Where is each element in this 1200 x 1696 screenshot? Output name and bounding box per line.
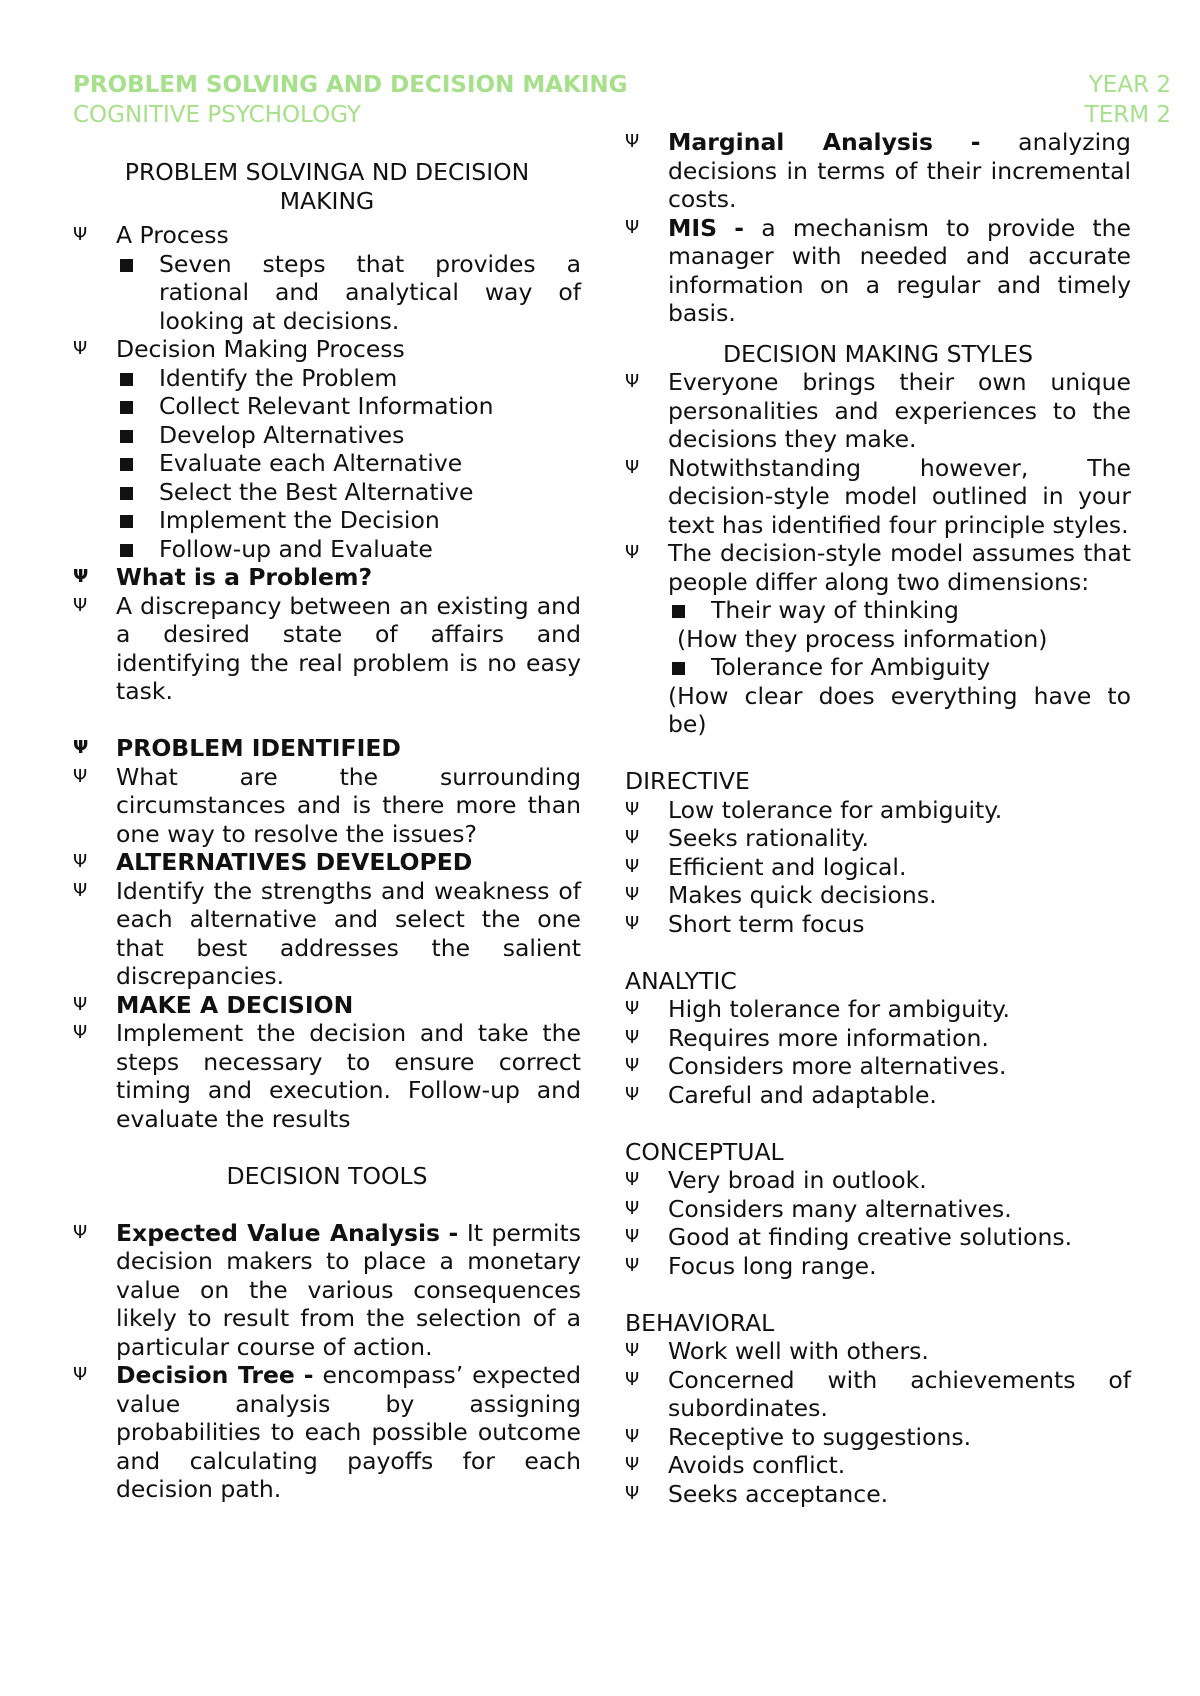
psi-bullet-icon: Ψ (625, 456, 640, 478)
dash: - (448, 1218, 459, 1247)
psi-bullet-icon: Ψ (625, 542, 640, 563)
item-heading: PROBLEM IDENTIFIED (116, 734, 401, 762)
psi-bullet-icon: Ψ (625, 1169, 640, 1190)
psi-bullet-icon: Ψ (625, 1083, 640, 1105)
definition: encompass’ expected value analysis by assigning probabilities to each possible outcome and calculating payoffs for each decision path. (116, 1361, 581, 1503)
style-heading-behavioral: BEHAVIORAL (625, 1308, 775, 1337)
step-text: Implement the Decision (159, 506, 440, 534)
step-text: Develop Alternatives (159, 420, 405, 449)
section-heading: DECISION TOOLS (226, 1161, 428, 1190)
list-item (73, 592, 581, 706)
psi-bullet-icon: Ψ (73, 338, 88, 359)
item-text: Good at finding creative solutions. (668, 1223, 1073, 1251)
item-text: Identify the strengths and weakness of each alternative and select the one that best addresses the salient discrepancies. (116, 876, 581, 990)
psi-bullet-icon: Ψ (625, 1368, 640, 1390)
psi-bullet-icon: Ψ (625, 1254, 640, 1276)
item-text (668, 128, 1131, 214)
left-column (73, 158, 581, 1504)
item-text: Work well with others. (668, 1337, 929, 1365)
dash: - (734, 213, 745, 242)
list-item (625, 539, 1131, 596)
term-label: TERM 2 (1084, 102, 1171, 128)
list-item (73, 1361, 581, 1504)
document-title: PROBLEM SOLVING AND DECISION MAKING (73, 72, 628, 98)
psi-bullet-icon: Ψ (625, 884, 640, 905)
list-item (625, 853, 1131, 882)
step-text: Collect Relevant Information (159, 392, 494, 420)
sub-list-item (73, 478, 581, 507)
term: Expected Value Analysis (116, 1218, 441, 1247)
item-text: Careful and adaptable. (668, 1080, 937, 1109)
list-item (73, 991, 581, 1020)
list-item (625, 995, 1131, 1024)
item-text: Everyone brings their own unique personalities and experiences to the decisions they make. (668, 368, 1131, 453)
style-heading-analytic: ANALYTIC (625, 966, 737, 995)
heading-line: MAKING (279, 186, 375, 215)
psi-bullet-icon: Ψ (625, 1454, 640, 1475)
item-text: Their way of thinking (711, 596, 959, 624)
sub-list-item (73, 506, 581, 535)
item-text: Seeks rationality. (668, 824, 869, 852)
square-bullet-icon (116, 449, 159, 478)
item-text: Requires more information. (668, 1023, 989, 1052)
item-text: Concerned with achievements of subordinates. (668, 1365, 1131, 1422)
item-text: Considers many alternatives. (668, 1194, 1012, 1223)
step-text: Follow-up and Evaluate (159, 534, 433, 563)
list-item (73, 1219, 581, 1362)
square-bullet-icon (668, 596, 711, 625)
psi-bullet-icon: Ψ (73, 1364, 88, 1385)
term: MIS (668, 213, 718, 242)
heading-line: PROBLEM SOLVINGA ND DECISION (124, 158, 530, 186)
list-item (73, 335, 581, 364)
sub-list-item (73, 250, 581, 336)
sub-list-item (73, 364, 581, 393)
dimension-note: (How they process information) (677, 624, 1048, 653)
psi-bullet-icon: Ψ (73, 765, 88, 787)
definition: a mechanism to provide the manager with needed and accurate information on a regular and timely basis. (668, 213, 1131, 327)
item-text: Low tolerance for ambiguity. (668, 795, 1003, 824)
square-bullet-icon (116, 364, 159, 393)
square-bullet-icon (668, 653, 711, 682)
psi-bullet-icon: Ψ (625, 216, 640, 238)
psi-bullet-icon: Ψ (73, 594, 88, 616)
psi-bullet-icon: Ψ (625, 912, 640, 934)
square-bullet-icon (116, 421, 159, 450)
psi-bullet-icon: Ψ (625, 371, 640, 392)
list-item (73, 877, 581, 991)
step-text: Identify the Problem (159, 363, 398, 392)
item-text: Very broad in outlook. (668, 1166, 927, 1194)
list-item (625, 1223, 1131, 1252)
item-heading: ALTERNATIVES DEVELOPED (116, 848, 473, 876)
term: Marginal Analysis (668, 128, 933, 156)
psi-bullet-icon: Ψ (625, 998, 640, 1019)
year-label: YEAR 2 (1088, 72, 1171, 98)
term: Decision Tree (116, 1361, 295, 1389)
item-heading: What is a Problem? (116, 563, 373, 591)
style-heading-conceptual: CONCEPTUAL (625, 1137, 784, 1166)
item-text: Efficient and logical. (668, 852, 907, 881)
right-column (625, 128, 1131, 1508)
list-item (73, 734, 581, 763)
page-subheader (73, 100, 1171, 130)
section-heading: DECISION MAKING STYLES (722, 339, 1034, 368)
step-text: Evaluate each Alternative (159, 449, 463, 477)
list-item (625, 796, 1131, 825)
list-item (625, 1451, 1131, 1480)
list-item (625, 368, 1131, 454)
item-text: High tolerance for ambiguity. (668, 995, 1010, 1023)
list-item (73, 1019, 581, 1133)
list-item (625, 1252, 1131, 1281)
item-text (668, 214, 1131, 328)
item-text (116, 1219, 581, 1362)
item-text: Implement the decision and take the steps necessary to ensure correct timing and execution. Follow-up and evaluate the results (116, 1019, 581, 1133)
sub-list-item (625, 653, 1131, 682)
style-heading-directive: DIRECTIVE (625, 767, 750, 795)
list-item (625, 128, 1131, 214)
page-header (73, 70, 1171, 100)
list-item (625, 1166, 1131, 1195)
sub-list-item (73, 535, 581, 564)
list-item (73, 763, 581, 849)
psi-bullet-icon: Ψ (73, 224, 88, 245)
list-item (625, 824, 1131, 853)
list-item (625, 910, 1131, 939)
psi-bullet-icon: Ψ (73, 1221, 88, 1243)
list-item (73, 221, 581, 250)
list-item (625, 214, 1131, 328)
psi-bullet-icon: Ψ (73, 566, 89, 587)
item-text: Focus long range. (668, 1251, 877, 1280)
list-item (625, 454, 1131, 540)
list-item (625, 1366, 1131, 1423)
item-heading: MAKE A DECISION (116, 990, 354, 1019)
sub-list-item (73, 449, 581, 478)
psi-bullet-icon: Ψ (625, 1197, 640, 1219)
item-text: Makes quick decisions. (668, 881, 937, 909)
list-item (625, 1423, 1131, 1452)
dimension-note: (How clear does everything have to be) (668, 681, 1131, 738)
item-text: Tolerance for Ambiguity (711, 653, 991, 681)
item-text: Notwithstanding however, The decision-style model outlined in your text has identified four principle styles. (668, 453, 1131, 539)
list-item (625, 1024, 1131, 1053)
psi-bullet-icon: Ψ (73, 851, 88, 872)
list-item (73, 848, 581, 877)
list-item (625, 1195, 1131, 1224)
item-text: A Process (116, 221, 229, 249)
step-text: Select the Best Alternative (159, 477, 474, 506)
list-item (625, 1081, 1131, 1110)
psi-bullet-icon: Ψ (625, 131, 640, 152)
item-text: Short term focus (668, 909, 865, 938)
list-item (625, 1052, 1131, 1081)
psi-bullet-icon: Ψ (625, 1226, 640, 1247)
list-item (625, 1337, 1131, 1366)
item-text: Receptive to suggestions. (668, 1422, 972, 1451)
psi-bullet-icon: Ψ (625, 1026, 640, 1048)
list-item (625, 881, 1131, 910)
dash: - (303, 1361, 314, 1389)
psi-bullet-icon: Ψ (625, 855, 640, 877)
item-text: A discrepancy between an existing and a desired state of affairs and identifying the real problem is no easy task. (116, 591, 581, 705)
sub-list-item (625, 596, 1131, 625)
definition: analyzing decisions in terms of their incremental costs. (668, 128, 1131, 213)
item-text (116, 1361, 581, 1504)
psi-bullet-icon: Ψ (625, 1340, 640, 1361)
square-bullet-icon (116, 506, 159, 535)
psi-bullet-icon: Ψ (73, 993, 88, 1015)
dash: - (970, 128, 981, 156)
psi-bullet-icon: Ψ (625, 1482, 640, 1504)
psi-bullet-icon: Ψ (625, 827, 640, 848)
document-subtitle: COGNITIVE PSYCHOLOGY (73, 102, 361, 128)
item-text: Decision Making Process (116, 335, 405, 363)
psi-bullet-icon: Ψ (625, 798, 640, 820)
square-bullet-icon (116, 478, 159, 507)
definition: It permits decision makers to place a monetary value on the various consequences likely to result from the selection of a particular course of action. (116, 1218, 581, 1361)
psi-bullet-icon: Ψ (625, 1425, 640, 1447)
item-text: Avoids conflict. (668, 1451, 846, 1479)
psi-bullet-icon: Ψ (625, 1055, 640, 1076)
item-text: The decision-style model assumes that people differ along two dimensions: (668, 539, 1131, 596)
section-heading (73, 158, 581, 215)
decision-steps-list (73, 364, 581, 564)
list-item (73, 563, 581, 592)
item-text: What are the surrounding circumstances and is there more than one way to resolve the issues? (116, 762, 581, 848)
psi-bullet-icon: Ψ (73, 879, 88, 901)
sub-list-item (73, 421, 581, 450)
sub-list-item (73, 392, 581, 421)
square-bullet-icon (116, 535, 159, 564)
item-text: Seeks acceptance. (668, 1479, 889, 1508)
psi-bullet-icon: Ψ (73, 1022, 88, 1043)
square-bullet-icon (116, 250, 159, 279)
item-text: Seven steps that provides a rational and analytical way of looking at decisions. (159, 249, 581, 335)
item-text: Considers more alternatives. (668, 1052, 1007, 1080)
psi-bullet-icon: Ψ (73, 737, 89, 758)
list-item (625, 1480, 1131, 1509)
square-bullet-icon (116, 392, 159, 421)
